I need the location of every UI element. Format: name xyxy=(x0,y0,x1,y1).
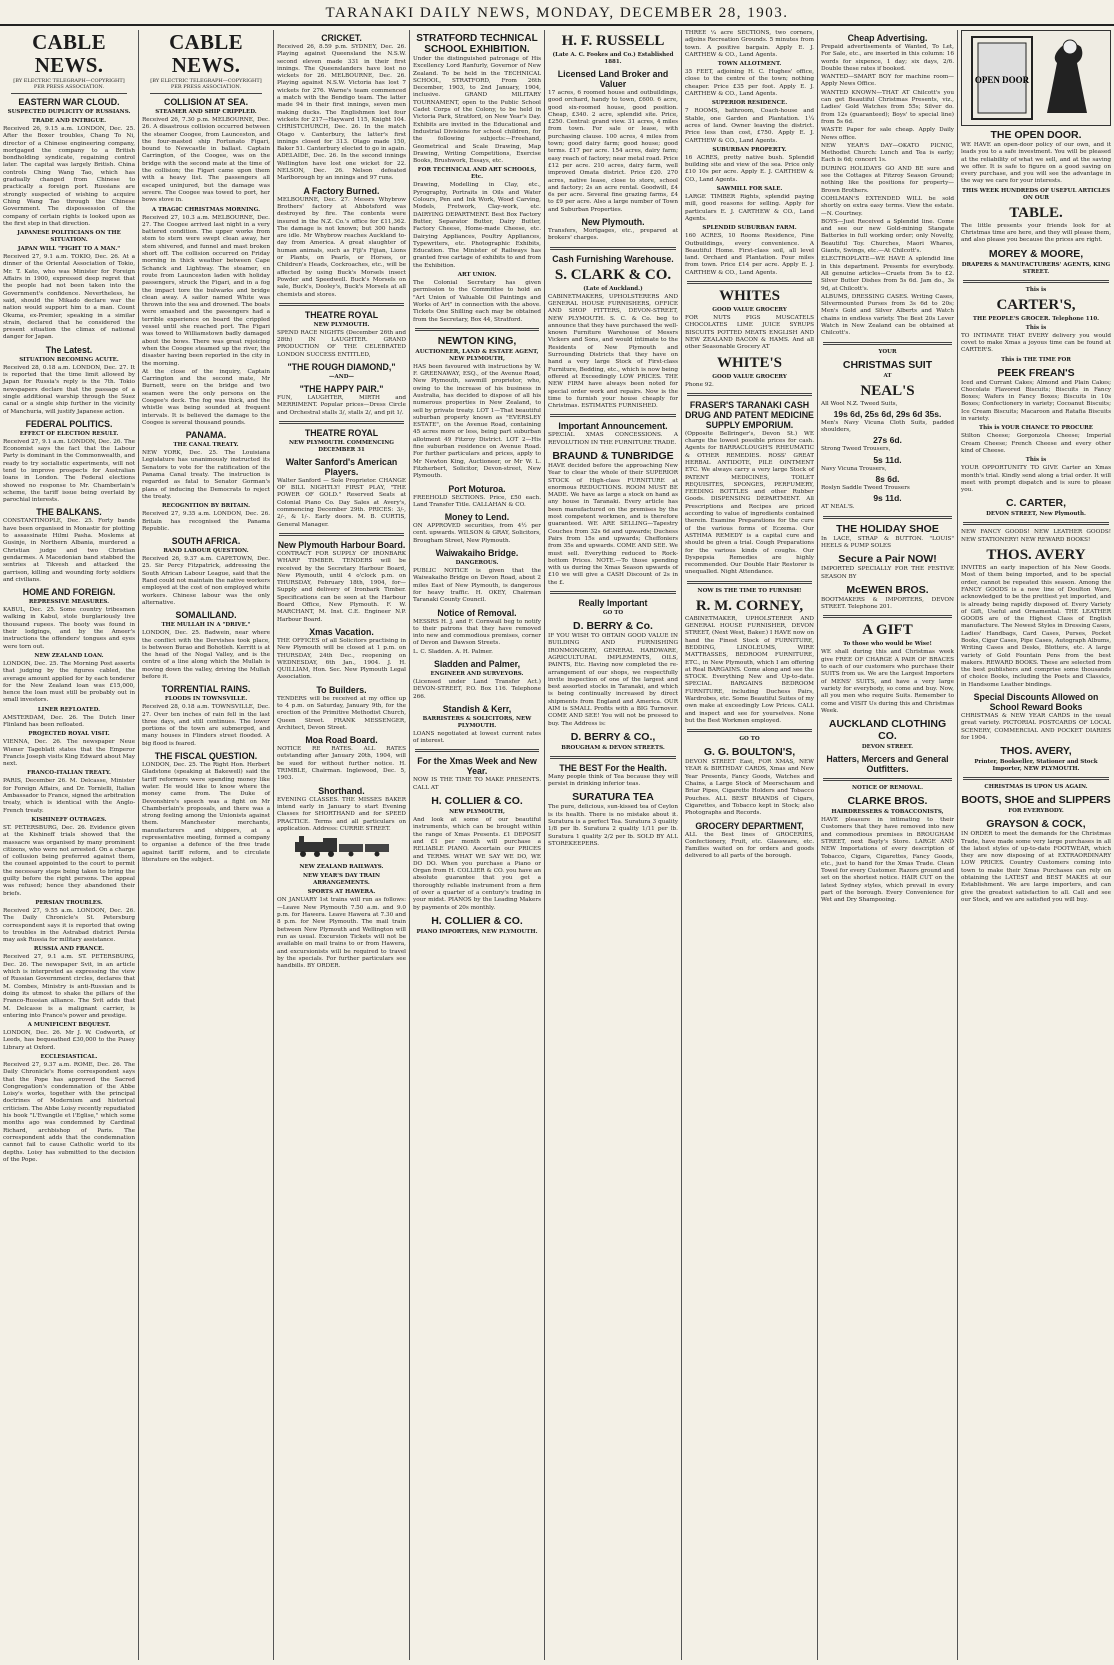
ad-text: PUBLIC NOTICE is given that the Waiwakaiho Bridge on Devon Road, about 2 miles East of New Plymouth, is dangerous for heavy traffic. H. OKEY, Chairman Taranaki County Council. xyxy=(413,568,541,604)
article-text: Received 26, 9.37 a.m. CAPETOWN, Dec. 25. Sir Percy Fitzpatrick, addressing the South African Labour League, said that the Rand could not maintain the native workers employed at the cost of non employed white workers. Chinese labour was the only alternative. xyxy=(142,556,270,606)
ad-text: CONTRACT FOR SUPPLY OF IRONBARK WHARF TIMBER. TENDERS will be received by the Secretary Harbour Board, New Plymouth, until 4 o'clock p.m. on THURSDAY, February 18th, 1904, for— Supply and delivery of Ironbark Timber. Specifications can be seen at the Harbour Board Office, New Plymouth. F. W. MARCHANT, M. Inst. C.E. Engineer N.P. Harbour Board. xyxy=(277,550,406,623)
column-1-title: CABLE NEWS. xyxy=(32,30,106,77)
ad-text: 17 acres, 6 roomed house and outbuildings, good orchard, handy to town, £600. 6 acre, good six-roomed house, good position. Cheap, £340. 2 acre, splendid site. Price, £250. Central: grand view. 31 acres, 4 miles from town. For sale or lease, with purchasing clause. 100 acres, 4 miles from town; good dairy farm; good house; good terms. £17 per acre. 154 acres, dairy farm; easy reach of factory; near metal road. Price £12 per acre. 210 acres, dairy farm, well improved Omata district. Price £20. 270 acres, native lease, close to store, school and factory; 2s an acre rental. Goodwill, £4 6s per acre. Several fine grazing farms, £4 to £9 per acre. Also a large number of Town and Suburban Properties. xyxy=(548,90,678,213)
ad-the-best: THE BEST For the Health. xyxy=(559,762,667,773)
subhead: NEW ZEALAND RAILWAYS. xyxy=(299,864,384,871)
subhead: ECCLESIASTICAL. xyxy=(40,1053,98,1060)
ad-text: Phone 92. xyxy=(685,381,714,388)
subhead: TOWN ALLOTMENT. xyxy=(717,61,782,68)
classified: WASTE Paper for sale cheap. Apply Daily News office. xyxy=(821,127,954,141)
subhead: SPLENDID SUBURBAN FARM. xyxy=(702,225,797,232)
ad-carters: CARTER'S, xyxy=(996,296,1076,313)
ad-newton-king: NEWTON KING, xyxy=(437,334,517,347)
article-text: At the close of the inquiry, Captain Carrington and the second mate, Mr Burnett, were on the bridge and two seamen were the only persons on the Coogee's deck. The fog was thick, and the whistle was being sounded at frequent intervals. It is believed the damage to the Coogee is several thousand pounds. xyxy=(142,368,270,426)
headline-factory-burned: A Factory Burned. xyxy=(303,185,380,196)
article-text: Received 27, 10.3 a.m. MELBOURNE, Dec. 27. The Coogee arrived last night in a very battered condition. The upper works from stem to stern were swept clean away, her stem shivered, and funnel and mast broken short off. The collision occurred on Friday morning in thick weather between Cape Schanck and Lightway. The steamer, en route from Launceston laden with holiday passengers, struck the Figari, and in a fog the impact tore the bulwarks and bridge clean away. A sailor named White was thrown into the sea and drowned. The boats were smashed and the passengers had a terrible experience on board the crippled vessel until she reached port. The Figari was towed to Williamstown badly damaged about the bows. There was great rejoicing when the Coogee steamed up the river, the disaster having been reported in the city in the morning. xyxy=(142,214,270,367)
ad-table: TABLE. xyxy=(1009,204,1063,221)
ad-text: LOANS negotiated at lowest current rates of interest. xyxy=(413,730,541,745)
ad-text: CABINETMAKERS, UPHOLSTERERS AND GENERAL HOUSE FURNISHERS, OFFICE AND SHOP FITTERS, DEVON-STREET, NEW PLYMOUTH. S. C. & Co. beg to announce that they have purchased the well-known Furniture Warehouse of Messrs Vickers and Sons, and would intimate to the Residents of New Plymouth and Surrounding Districts that they have on hand a very large Stock of First-class Furniture, Bedding, etc., which is now being offered at Exceedingly LOW PRICES. THE NEW FIRM have always been noted for special order work and repairs. Now is the time to furnish your house cheaply for Christmas. ESTIMATES FURNISHED. xyxy=(548,293,678,410)
classified: DURING HOLIDAYS GO AND BE sure and see the Cottages at Fitzroy Season Ground; nothing like the positions for property—Brown Brothers. xyxy=(821,165,954,194)
subhead: THE CANAL TREATY. xyxy=(173,442,239,449)
ad-shorthand: Shorthand. xyxy=(318,785,365,796)
column-2 xyxy=(138,30,273,1660)
subhead: NOTICE OF REMOVAL. xyxy=(851,785,923,792)
ad-text: Roslyn Saddle Tweed Trousers xyxy=(821,485,910,492)
subhead: FOR EVERYBODY. xyxy=(1008,808,1064,815)
article-text: Received 28, 0.18 a.m. LONDON, Dec. 27. It is reported that the time limit allowed by Japan for Russia's reply is the 7th. Tokio newspapers declare that the passage of a single additional warship through the Suez canal or a single ship further in the vicinity of Manchuria, will justify Japanese action. xyxy=(3,364,135,415)
subhead: RUSSIA AND FRANCE. xyxy=(33,946,105,953)
subhead: YOUR xyxy=(878,348,897,355)
subhead: JAPAN WILL "FIGHT TO A MAN." xyxy=(17,246,121,253)
ad-text: 160 ACRES, 10 Rooms Residence, Fine Outbuildings, every convenience. A Beautiful Home. First-class soil, all level land. Orchard and Plantation. Four miles from town. Price £14 per acre. Apply E. J. CARTHEW & CO., Land Agents. xyxy=(685,233,814,276)
ad-text: YOUR OPPORTUNITY TO GIVE Carter an Xmas month's trial. Kindly send along a trial order. It will meet with prompt dispatch and is sure to please you. xyxy=(961,465,1111,494)
ad-port-moturoa: Port Moturoa. xyxy=(448,483,506,494)
ad-a-gift: A GIFT xyxy=(862,622,913,639)
ad-text: 35 FEET, adjoining H. C. Hughes' office, close to the centre of the town; nothing cheaper. Price £35 per foot. Apply E. J. CARTHEW & CO., Land Agents. xyxy=(685,69,814,98)
headline-fiscal-question: THE FISCAL QUESTION. xyxy=(154,751,258,762)
ad-neals: NEAL'S xyxy=(860,382,915,399)
ad-text: THE OFFICES of all Solicitors practising in New Plymouth will be closed at 1 p.m. on THURSDAY, 24th Dec., reopening on WEDNESDAY, 6th Jan., 1904. J. H. QUILLIAM, Hon. Sec. New Plymouth Legal Association. xyxy=(277,637,406,681)
subhead: A TRAGIC CHRISTMAS MORNING. xyxy=(151,206,261,213)
subhead: KISHINEFF OUTRAGES. xyxy=(31,816,107,823)
classified: BOYS—Just Received a Splendid line. Come and see our new Gold-mining Stangate Batteries in full working order; only Novelty, Beautiful Toy. Churches, Maori Whares, Giants, Swings, etc.—At Chilcott's. xyxy=(821,218,954,255)
ad-holiday-shoe: THE HOLIDAY SHOE xyxy=(836,522,939,535)
classified: COHLMAN'S EXTENDED WILL be sold shortly on extra easy terms. View the estate.—N. Courtney. xyxy=(821,195,954,217)
ad-text: 16 ACRES, pretty native bush. Splendid building site and view of the sea. Price only £10 10s per acre. Apply E. J. CARTHEW & CO., Land Agents. xyxy=(685,154,814,183)
subhead: THIS WEEK HUNDREDS OF USEFUL ARTICLES ON OUR xyxy=(961,187,1111,201)
ad-exhibition: STRATFORD TECHNICAL SCHOOL EXHIBITION. xyxy=(416,33,538,55)
column-6 xyxy=(681,30,817,1660)
article-text: KABUL, Dec. 25. Some country tribesmen walking in Kabul, stole burglariously live thousand rupees. The booty was found in their lodgings, and by the Ameer's instructions the offenders' tongues and eyes were torn out. xyxy=(3,607,135,650)
price: 9s 11d. xyxy=(873,493,902,504)
ad-text: HAS been favoured with instructions by W. F. GREENAWAY, ESQ., of the Avenue Road, New Plymouth, sawmill proprietor, who, owing to the increase of his business in Australia, has decided to dispose of all his numerous properties in New Zealand, to sell by private treaty. LOT 1—That beautiful suburban property known as "EVERSLEY ESTATE", on the Avenue Road, containing 45 acres more or less, being part suburban allotment 49 Fitzroy District. LOT 2—His fine suburban residence on Avenue Road. For further particulars and prices, apply to Mr Newton King, Auctioneer, or Mr W. L. Fitzherbert, Solicitor, Devon-street, New Plymouth. xyxy=(413,363,541,480)
headline-latest: The Latest. xyxy=(45,344,93,355)
subhead: SUSPECTED DUPLICITY OF RUSSIANS. xyxy=(7,109,131,115)
subhead: SPORTS AT HAWERA. xyxy=(307,889,376,896)
column-1 xyxy=(0,30,138,1660)
subhead: LINER REFLOATED. xyxy=(37,706,101,713)
ad-text: CABINETMAKER, UPHOLSTERER AND GENERAL HOUSE FURNISHER, DEVON STREET, (Next West, Baker.) I HAVE now on hand the Finest Stock of FURNITURE, BEDDING, LINOLEUMS, WIRE MATTRASSES, BEDROOM FURNITURE, ETC., in New Plymouth, which I am offering at Real BARGAINS. Come along and see the STOCK. Everything New and Up-to-date. SPECIAL BARGAINS BEDROOM FURNITURE, including Duchess Pairs, Wardrobes, etc. Some Beautiful Suites of my own make at exceedingly Low Prices. CALL and inspect and see for yourselves. None but the Best Workmen employed. xyxy=(685,615,814,724)
classified: NEW YEAR'S DAY—OKATO PICNIC, Methodist Church: Lunch and Tea is early; Each is 6d; concert 1s. xyxy=(821,142,954,164)
subhead: THE PEOPLE'S GROCER. Telephone 110. xyxy=(972,315,1100,322)
subhead: THE MULLAH IN A "DRIVE." xyxy=(161,622,251,629)
subhead: GOOD VALUE GROCERY xyxy=(712,373,787,380)
ad-text: NOW IS THE TIME TO MAKE PRESENTS. CALL AT xyxy=(413,777,541,791)
subhead: DEVON STREET. xyxy=(861,744,914,751)
subhead: FRANCO-ITALIAN TREATY. xyxy=(27,770,111,777)
ad-text: Men's Navy Vicuna Cloth Suits, padded shoulders, xyxy=(821,419,954,434)
subhead: DANGEROUS. xyxy=(455,560,499,567)
subhead: GOOD VALUE GROCERY xyxy=(712,307,787,314)
ad-text: WE shall during this and Christmas week give FREE OF CHARGE A PAIR OF BRACES to each of our customers who purchase their SUITS from us. We are the Largest Importers of MENS' SUITS, and have a very large variety for everybody, so come and buy. Now, all you men who require Suits. Remember to come and VISIT Us during this and Christmas Week. xyxy=(821,649,954,714)
ad-d-berry-2: D. BERRY & CO., xyxy=(570,730,656,743)
ad-text: INVITES an early inspection of his New Goods. Most of them being imported, and to be special order, cannot be repeated this season. Among the FANCY GOODS is a new line of Doulton Ware, acknowledged to be the prettiest yet imported, and is already being rapidly disposed of. Every Variety of Gift, Useful and Ornamental. THE LEATHER GOODS are of the Highest Class of English manufacture. The Newest Styles in Dressing Cases, Ladies' Handbags, Card Cases, Purses, Pocket Books, Cigar Cases, Pipe Cases, Autograph Albums, Writing Cases and Desks, Blotters, etc. A large variety of Gold Fountain Pens from the best makers. REWARD BOOKS. These are selected from the best publishers and comprise some thousands of choice Books, including the Poets and Classics, in Handsome Leather bindings. xyxy=(961,565,1112,688)
subhead: AT xyxy=(883,372,892,379)
byline: [BY ELECTRIC TELEGRAPH—COPYRIGHT] xyxy=(13,78,125,84)
ad-auckland-clothing: AUCKLAND CLOTHING CO. xyxy=(828,718,947,743)
subhead: FLOODS IN TOWNSVILLE. xyxy=(164,696,248,703)
ad-xmas-week: For the Xmas Week and New Year. xyxy=(417,756,537,777)
subhead: —AND— xyxy=(328,373,355,380)
subhead: PERSIAN TROUBLES. xyxy=(35,899,103,906)
train-icon xyxy=(277,836,406,861)
ad-braund-tunbridge: BRAUND & TUNBRIDGE xyxy=(552,449,674,462)
subhead: REPRESSIVE MEASURES. xyxy=(28,599,110,606)
article-text: PARIS, December 26. M. Delcasse, Minister for Foreign Affairs, and Dr. Tornielli, Italian Ambassador to France, signed the arbitration treaty, which is identical with the Anglo-French treaty. xyxy=(3,778,135,814)
ad-s-clark: S. CLARK & CO. xyxy=(554,266,672,283)
ad-christmas-suit: CHRISTMAS SUIT xyxy=(842,358,933,371)
subhead: (Late of Auckland.) xyxy=(583,285,643,292)
ad-d-berry: D. BERRY & Co. xyxy=(573,620,653,633)
subhead: HAIRDRESSERS & TOBACCONISTS, xyxy=(831,809,944,816)
ad-cash-furnishing: Cash Furnishing Warehouse. xyxy=(552,253,674,264)
ad-collier-2: H. COLLIER & CO. xyxy=(431,914,523,927)
article-text: AMSTERDAM, Dec. 26. The Dutch liner Flinland has been refloated. xyxy=(3,714,135,728)
column-5 xyxy=(544,30,681,1660)
headline-eastern-war: EASTERN WAR CLOUD. xyxy=(18,97,120,107)
headline-balkans: THE BALKANS. xyxy=(36,507,102,518)
ad-text: NOTICE RE RATES. ALL RATES outstanding after January 20th, 1904, will be sued for without further notice. H. TRIMBLE, Chairman. Inglewood, Dec. 5, 1903. xyxy=(277,746,406,782)
ad-text: HAVE decided before the approaching New Year to clear the whole of their SUPERIOR STOCK of High-class FURNITURE at enormous REDUCTIONS. ROOM MUST BE MADE. We have as large a stock on hand as any house in Taranaki. Every article has been manufactured on the premises by the most competent workmen, and is therefore guaranteed. WE ARE SELLING—Tapestry Couches from 32s 6d and upwards; Duchess Pairs from 15s and upwards; Cheffoniers from 35s and upwards. COME AND SEE. We must sell. Everything reduced to Rock-bottom Prices. NOTE.—To those spending with us during the Xmas Season upwards of £10 we will give a CASH Discount of 2s in the £. xyxy=(548,462,678,586)
article-text: CONSTANTINOPLE, Dec. 25. Forty bands have been organised in Monastir for plotting to assassinate Hilmi Pasha. Moslems at Gusinje, in Northern Albania, murdered a Christian judge and two Christian gendarmes. A Macedonian band stabbed the sentries at Tikvesh and attacked the garrison, killing and wounding forty soldiers and civilians. xyxy=(3,518,135,583)
classified: WANTED—SMART BOY for machine room—Apply News Office. xyxy=(821,74,954,88)
ad-clarke-bros: CLARKE BROS. xyxy=(847,795,928,808)
subhead: RAND LABOUR QUESTION. xyxy=(163,548,249,555)
ad-text: L. C. Sladden. A. H. Palmer. xyxy=(413,648,493,655)
ad-special-discounts: Special Discounts Allowed on School Reward Books xyxy=(973,692,1099,713)
ad-text: (Opposite Bellringer's, Devon St.) WE charge the lowest possible prices for cash. Agents for BARRACLOUGH'S RHEUMATIC & OTHER REMEDIES. ROSS' GREAT HERBAL ANTIDOTE, PILE OINTMENT ETC. We always carry a very large Stock of PATENT MEDICINES, TOILET REQUISITES, SPONGES, PERFUMERY, FEEDING BOTTLES and other Rubber Goods. DISPENSING DEPARTMENT. All Prescriptions and Recipes are priced according to value of ingredients contained therein. Examine Preparations for the cure of the various forms of Eczema. Our ASTHMA REMEDY is a capital cure and should be given a trial. Cough Preparations for the various kinds of coughs. Our Dyspepsia Remedies are highly recommended. Our Double Hair Restorer is unequalled. Night Attendance. xyxy=(685,430,814,576)
ad-whites: WHITES xyxy=(719,288,780,305)
ad-text: ALL the Best lines of GROCERIES, Confectionery, Fruit, etc. Glassware, etc. Families waited on for orders and goods delivered to all parts of the borough. xyxy=(685,831,814,860)
article-text: Received 27, 9.1 a.m. LONDON, Dec. 26. The Economist says the fact that the Labour Party is dominant in the Commonwealth, and ready to try socialistic experiments, will not tend to improve prospects for Australian loans in London. The Federal elections showed no response to Mr. Chamberlain's scheme, the tariff issue being overlaid by parochial interests. xyxy=(3,438,135,504)
subhead: This is THE TIME FOR xyxy=(1001,356,1071,363)
ad-xmas-vacation: Xmas Vacation. xyxy=(309,626,374,637)
ad-text: WE HAVE an open-door policy of our own, and it leads you to a safe investment. You will be pleased at the reliability of what we sell, and at the saving we offer. It is safe to figure on a good saving on every purchase, and you will see the advantage in the way we care for your interests. xyxy=(961,142,1111,185)
subhead: Printer, Bookseller, Stationer and Stock Importer, NEW PLYMOUTH. xyxy=(974,759,1098,773)
ad-text: Iced and Currant Cakes; Almond and Plain Cakes; Chocolate Flavored Biscuits; Biscuits in Fancy Boxes; Wafers in Fancy Boxes; Biscuits in 10s Boxes; Confectionery in variety; Cocoanut Biscuits; Ice Cream Biscuits; Macaroon and Ratafia Biscuits in variety. xyxy=(961,379,1111,423)
ad-sanford-players: Walter Sanford's American Players. xyxy=(285,456,398,477)
open-door-illustration xyxy=(961,30,1111,126)
subhead: This is xyxy=(1025,457,1047,464)
subhead: BROUGHAM & DEVON STREETS. xyxy=(561,744,665,751)
ad-text: DEVON STREET East, FOR XMAS, NEW YEAR & BIRTHDAY CARDS, Xmas and New Year Presents, Fancy Goods, Watches and Chains, a Large Stock of Meerschaum and Briar Pipes, Cigarette Holders and Tobacco Pouches. ALL BEST BRANDS of Cigars, Cigarettes, and Tobacco kept in Stock; also Photographs and Records. xyxy=(685,759,814,817)
column-3 xyxy=(273,30,409,1660)
classified: ALBUMS, DRESSING CASES. Writing Cases, Silvermounted Purses from 3s 6d to 20s; Men's Gold and Silver Alberts and Watch chains in endless variety. The Best 20s Lever Watch in New Zealand can be obtained at Chilcott's. xyxy=(821,293,954,337)
ad-text: The little presents your friends look for at Christmas time are here, and they will please them, and also please you because the prices are right. xyxy=(961,222,1111,244)
subhead: NEW ZEALAND LOAN. xyxy=(34,652,104,659)
ad-thos-avery-2: THOS. AVERY, xyxy=(1000,745,1072,758)
subhead: To those who would be Wise! xyxy=(843,641,932,648)
ad-text: The Colonial Secretary has given permission to the Committee to hold an "Art Union of Valuable Oil Paintings and Works of Art" in connection with the above. Tickets One Shilling each may be obtained from the Secretary, Box 44, Stratford. xyxy=(413,280,541,323)
illustration-label: OPEN DOOR xyxy=(974,75,1030,85)
subhead: TRADE AND INTRIGUE. xyxy=(31,118,107,124)
headline-panama: PANAMA. xyxy=(185,430,227,441)
subhead: RECOGNITION BY BRITAIN. xyxy=(161,503,251,510)
ad-harbour-board: New Plymouth Harbour Board. xyxy=(277,539,406,550)
ad-text: (Licensed under Land Transfer Act.) DEVON-STREET, P.O. Box 116. Telephone 266. xyxy=(413,679,541,700)
ad-boots-shoes: BOOTS, SHOE and SLIPPERS xyxy=(961,794,1111,807)
subhead: SUPERIOR RESIDENCE. xyxy=(711,100,788,107)
subhead: This is YOUR CHANCE TO PROCURE xyxy=(979,425,1093,432)
article-text: LONDON, Dec. 26. Mr J. W. Codworth, of Leeds, has bequeathed £30,000 to the Pusey Library at Oxford. xyxy=(3,1030,135,1051)
price: 27s 6d. xyxy=(873,435,902,446)
subhead: A MUNIFICENT BEQUEST. xyxy=(27,1022,111,1029)
price: 5s 11d. xyxy=(873,454,902,465)
article-text: Received 27, 9.1 a.m. ST. PETERSBURG, Dec. 26. The newspaper Svit, in an article which is interpreted as expressing the view of Russian Government circles, declares that M. Combes, Ministry is anti-Russian and is doing its utmost to shake the pillars of the Franco-Russian alliance. The Svit adds that M. Delcasse is a malignant carrier, is entering into France's power and prestige. xyxy=(3,954,135,1019)
subhead: ART UNION. xyxy=(457,272,497,279)
headline-torrential-rains: TORRENTIAL RAINS. xyxy=(161,684,251,695)
classified: WANTED KNOWN—THAT AT Chilcott's you can get Beautiful Christmas Presents, viz., Ladies' Gold Watches from 55s; Silver do. from 12s (guaranteed); Boys' to special line) from 5s 6d. xyxy=(821,89,954,125)
column-7 xyxy=(817,30,957,1660)
ad-text: TENDERS will be received at my office up to 4 p.m. on Saturday, January 9th, for the erection of the Primitive Methodist Church, Queen Street. FRANK MESSENGER, Architect, Devon Street. xyxy=(277,695,406,731)
ad-theatre-royal: THEATRE ROYAL xyxy=(304,309,379,320)
ad-notice-removal: Notice of Removal. xyxy=(437,607,517,618)
article-text: Received 28, 0.18 a.m. TOWNSVILLE, Dec. 27. Over ten inches of rain fell in the last three days, and still continues. The lower portions of the town are submerged, and many houses in Flinders street flooded. A big flood is feared. xyxy=(142,704,270,747)
ad-text: The pure, delicious, sun-kissed tea of Ceylon is its health. There is no mistake about it. Suratura is a perfect Tea. Suratura 3 quality 1/8 per lb. Suratura 2 quality 1/11 per lb. Suratura 1 quality 2/2 per lb. SOLD BY ALL STOREKEEPERS. xyxy=(548,804,678,847)
ad-standish-kerr: Standish & Kerr, xyxy=(442,703,512,714)
subhead: DEVON STREET, New Plymouth. xyxy=(986,511,1086,518)
ad-text: Many people think of Tea because they will persist in drinking inferior teas. xyxy=(548,773,678,788)
price: 8s 6d. xyxy=(875,474,900,485)
article-text: VIENNA, Dec. 26. The newspaper Neue Wiener Tageblatt states that the Emperor Francis Joseph visits King Edward about May next. xyxy=(3,739,135,768)
ad-really-important: Really Important xyxy=(578,598,648,609)
ad-text: Navy Vicuna Trousers, xyxy=(821,465,887,472)
ad-text: IF YOU WISH TO OBTAIN GOOD VALUE IN BUILDING AND FURNISHING IRONMONGERY, GENERAL HARDWARE, AGRICULTURAL IMPLEMENTS, OILS, PAINTS, Etc. Having now completed the re-arrangement of our shops, we respectfully invite inspection of one of the largest and best assorted stocks in Taranaki, and which is being continually increased by direct shipments from England and America. OUR AIM is SMALL Profits with a BIG Turnover. COME AND SEE! You will not be pressed to buy. The Address is: xyxy=(548,633,678,727)
ad-text: In LACE, STRAP & BUTTON. "LOUIS" HEELS & PUMP SOLES xyxy=(821,535,954,549)
article-text: Received 26, 9.15 a.m. LONDON, Dec. 25. After the Boxer troubles, Chang To Ni, director of a Chinese engineering company, mortgaged the company to a British bondholding syndicate, regaining control later. The capital was largely British. China controls Ching Wang Tao, which has gradually changed from Chinese to practically a foreign port. Russians are strongly suspected of wishing to acquire Ching Wang Tao through the Chinese Government. The dispossession of the company of certain rights is looked upon as the first step in that direction. xyxy=(3,126,135,227)
ad-grocery-department: GROCERY DEPARTMENT, xyxy=(695,820,804,831)
subhead: PIANO IMPORTERS, NEW PLYMOUTH. xyxy=(416,928,538,935)
subhead: PROJECTED ROYAL VISIT. xyxy=(28,731,110,738)
article-text: Received 27, 9.1 a.m. TOKIO, Dec. 26. At a dinner of the Oriental Association of Tokio, Mr. T. Kato, who was Minister for Foreign Affairs in 1900, expressed deep regret that the people had not been taken into the Government's confidence. Nevertheless, he said, should the Mikado declare war the nation would support him to a man. Count Okuma, ex-Premier, speaking in a similar strain, declared that he considered the present situation the climax of national danger for Japan. xyxy=(3,254,135,341)
subhead: NEW PLYMOUTH. xyxy=(313,321,370,328)
subhead: GO TO xyxy=(602,610,624,617)
headline-federal-politics: FEDERAL POLITICS. xyxy=(25,418,113,429)
ad-money-to-lend: Money to Lend. xyxy=(444,512,510,523)
ad-text: FREEHOLD SECTIONS. Price, £50 each. Land Transfer Title. CALLAHAN & CO. xyxy=(413,494,541,508)
ad-peek-frean: PEEK FREAN'S xyxy=(997,366,1075,379)
article-text: MELBOURNE, Dec. 27. Messrs Whybrow Brothers' factory at Abbotsford was destroyed by fire. The contents were insured in the N.Z. Co.'s office for £11,362. The damage is not known; but 300 hands are idle. Mr Whybrow reaches Auckland to-day from America. A great slaughter of human animals, such as Fiji's Fijian, Lions or Plants, on Pearls, or Horses, or Children's Heads, Cockroaches, etc., will be affected by using Buck's Morsels insect Powder and Speedwell. Buck's Morsels on sale, Buck's, Dooley's, Buck's Morsels at all chemists and stores. xyxy=(277,196,406,298)
ad-land-broker: Licensed Land Broker and Valuer xyxy=(557,69,669,89)
ad-to-builders: To Builders. xyxy=(316,684,367,695)
ad-text: Under the distinguished patronage of His Excellency Lord Ranfurly, Governor of New Zealand. To be held in the TECHNICAL SCHOOL, STRATFORD, From 26th December, 1903, to 2nd January, 1904, inclusive. GRAND MILITARY TOURNAMENT, open to the Public School Cadet Corps of the Colony, to be held in Victoria Park, Stratford, on New Year's Day. Exhibits are invited in the Educational and Industrial Divisions for school children, for the following subjects:—Freehand, Geometrical and Scale Drawing, Map Drawing, Writing Competitions, Exercise Books, Brushwork, Essays, etc. xyxy=(413,56,541,165)
column-4 xyxy=(409,30,544,1660)
ad-text: HAVE pleasure in intimating to their Customers that they have removed into new and commodious premises in BROUGHAM STREET, next Bayly's Store. LARGE AND NEW Importations of every description of Tobacco, Cigars, Cigarettes, Fancy Goods, etc., just to hand for the Xmas Trade. Clean Towel for every Customer. Razors ground and set on the shortest notice. HAIR CUT on the latest Sydney styles, which prevail in every part of the borough. Every Convenience for Wet and Dry Shampooing. xyxy=(821,817,954,904)
article-text: Received 26, 8.59 p.m. SYDNEY, Dec. 26. Playing against Queensland the N.S.W. second eleven made 331 in their first innings. The Queenslanders have lost no wickets for 26. MELBOURNE, Dec. 26. Playing against N.S.W. Victoria has lost 7 wickets for 276. Warne's team commenced a match with the Bendigo team. The latter made 94 in their first innings, seven men making ducks. The Englishmen lost four wickets for 217—Hayward 115, Knight 104. CHRISTCHURCH, Dec. 26. In the match Otago v. Canterbury, the latter's first innings closed for 313. Otago made 150, Baker 51. Canterbury elected to go in again. ADELAIDE, Dec. 26. In the second innings Wellington have lost one wicket for 22. NELSON, Dec. 26. Nelson defeated Marlborough by an innings and 97 runs. xyxy=(277,44,406,182)
ad-text: FOR NUTS FIGS MUSCATELS CHOCOLATES LIME JUICE SYRUPS BISCUITS POTTED MEATS ENGLISH AND NEW ZEALAND BACON & HAMS. And all other Seasonable Grocery AT xyxy=(685,315,814,351)
ad-text: 7 ROOMS, bathroom, Coach-house and Stable, one Garden and Plantation. 1¼ acres of land. Owner leaving the district. Price less than cost, £750. Apply E. J. CARTHEW & CO., Land Agents. xyxy=(685,108,814,144)
ad-text: BOOTMAKERS & IMPORTERS, DEVON STREET. Telephone 201. xyxy=(821,596,954,611)
ad-russell: H. F. RUSSELL xyxy=(561,33,665,49)
ad-thos-avery: THOS. AVERY xyxy=(986,547,1086,564)
headline-somaliland: SOMALILAND. xyxy=(175,610,237,621)
ad-play-title: "THE HAPPY PAIR." xyxy=(299,383,384,394)
article-text: ST. PETERSBURG, Dec. 26. Evidence given at the Kishineff trials showed that the massacre was organised by many prominent citizens, who were not arrested. On a charge of collusion being preferred against them, the counsel appointed to the court to permit the necessary steps being taken to bring the guilty before the right persons. The appeal was refused; hence they abandoned their briefs. xyxy=(3,824,135,897)
ad-text: All Wool N.Z. Tweed Suits, xyxy=(821,400,898,407)
subhead: This is xyxy=(1025,324,1047,331)
subhead: NEW YEAR'S DAY TRAIN ARRANGEMENTS. xyxy=(303,873,380,887)
subhead: NEW PLYMOUTH, xyxy=(449,809,505,816)
subhead: BARRISTERS & SOLICITORS, NEW PLYMOUTH. xyxy=(422,715,532,729)
ad-text: MESSRS H. J. and F. Cornwall beg to notify to their patrons that they have removed into new and commodious premises, corner of Devon and Dawson Streets. xyxy=(413,618,541,647)
ad-text: ON JANUARY 1st trains will run as follows:—Leave New Plymouth 7.50 a.m. and 9.0 p.m. for Hawera. Leave Hawera at 7.30 and 8 p.m. for New Plymouth. The mail train between New Plymouth and Wellington will run as usual. Excursion Tickets will not be available on mail trains to or from Hawera, and excursionists will be required to travel by the specials. For further particulars see handbills. BY ORDER. xyxy=(277,897,406,970)
headline-cricket: CRICKET. xyxy=(321,33,362,43)
subhead: SAWMILL FOR SALE. xyxy=(716,186,783,193)
headline-home-foreign: HOME AND FOREIGN. xyxy=(22,587,116,598)
ad-text: TO INTIMATE THAT EVERY delivery you would covet to make Xmas a joyous time can be found at CARTER'S. xyxy=(961,332,1111,354)
classified: ELECTROPLATE—WE HAVE A splendid line in this department. Presents for everybody. All genuine articles—Cruets from 5s to £2. Silver Butter Dishes from 5s 6d. Jam do., 3s 9d, at Chilcott's. xyxy=(821,256,954,292)
ad-text: FUN, LAUGHTER, MIRTH and MERRIMENT. Popular prices—Dress Circle and Orchestral stalls 3/, stalls 2/, and pit 1/. xyxy=(277,394,406,416)
masthead: TARANAKI DAILY NEWS, MONDAY, DECEMBER 28, 1903. xyxy=(0,0,1114,26)
ad-cheap-advertising: Cheap Advertising. xyxy=(847,33,928,43)
byline: [BY ELECTRIC TELEGRAPH—COPYRIGHT] xyxy=(150,78,262,84)
headline-south-africa: SOUTH AFRICA. xyxy=(171,536,241,547)
article-text: LONDON, Dec. 25. Badwein, near where the conflict with the Dervishes took place, is between Burao and Bohotleh. Kerritt is at the head of the Nogal Valley, and is the centre of a line along which the Mullah is moving down the valley, driving the Mullah before it. xyxy=(142,630,270,680)
classified: Prepaid advertisements of Wanted, To Let, For Sale, etc., are inserted in this column: 16 words for sixpence, 1 day; six days, 2/6. Double these rates if booked. xyxy=(821,44,954,72)
ad-boulton: G. G. BOULTON'S, xyxy=(703,746,796,759)
ad-moa-road-board: Moa Road Board. xyxy=(305,735,378,746)
ad-whites-2: WHITE'S xyxy=(716,354,783,371)
ad-important-announcement: Important Announcement. xyxy=(558,421,668,432)
ad-sladden-palmer: Sladden and Palmer, xyxy=(433,659,521,669)
article-text: Received 27, 9.55 a.m. LONDON, Dec. 26. The Daily Chronicle's St. Petersburg correspondent says it is reported that owing to troubles in the Astrabad district Persia may ask Russia for military assistance. xyxy=(3,907,135,944)
ad-text: SPEND RACE NIGHTS (December 26th and 28th) IN LAUGHTER. GRAND PRODUCTION OF THE CELEBRATED LONDON SUCCESS ENTITLED, xyxy=(277,329,406,358)
subhead: ENGINEER AND SURVEYORS. xyxy=(430,671,524,677)
subhead: This is xyxy=(1025,286,1047,293)
ad-new-plymouth: New Plymouth. xyxy=(581,217,645,228)
ad-text: IMPORTED SPECIALLY FOR THE FESTIVE SEASON BY xyxy=(821,566,954,580)
subhead: NOW IS THE TIME TO FURNISH! xyxy=(697,587,802,594)
ad-play-title: "THE ROUGH DIAMOND," xyxy=(287,361,396,372)
ad-open-door: THE OPEN DOOR. xyxy=(990,129,1082,141)
article-text: Received 27, 9.37 a.m. ROME, Dec. 26. The Daily Chronicle's Rome correspondent says that the Pope has approved the Sacred Congregation's condemnation of the Abbe Loisy's works, together with the principal doctrines of Modernism and historical criticism. The Abbe Loisy recently repudiated his book "L'Evangile et l'Eglise," which some months ago was condemned by Cardinal Richard, archbishop of Paris. The correspondent adds that the condemnation cannot fail to cause Catholic world to its depths. Loisy has submitted to the decision of the Pope. xyxy=(3,1061,135,1163)
subhead: NEW PLYMOUTH. COMMENCING DECEMBER 31 xyxy=(289,439,394,453)
ad-morey-moore: MOREY & MOORE, xyxy=(988,247,1084,260)
ad-text: SPECIAL XMAS CONCESSIONS. A REVOLUTION IN THE FURNITURE TRADE. xyxy=(548,432,678,446)
ad-text: LARGE TIMBER Rights, splendid paying mill, good reasons for selling. Apply for particulars E. J. CARTHEW & CO., Land Agents. xyxy=(685,194,814,222)
ad-text: IN ORDER to meet the demands for the Christmas Trade, have made some very large purchases in all the latest styles of up-to-date FOOTWEAR, which they are now disposing of at EXTRAORDINARY LOW PRICES. Country Customers coming into town to make their Xmas Purchases can rely on obtaining the LATEST and BEST MAKES at our Establishment. We are large importers, and can give the greatest satisfaction to all. Call and see our Stock, and we are satisfied you will buy. xyxy=(961,831,1111,903)
ad-text: And look at some of our beautiful instruments, which can be brought within the range of Xmas Presents. £1 DEPOSIT and £1 per month will purchase a RELIABLE PIANO. Ascertain our PRICES and TERMS. WHAT WE SAY WE DO, WE DO DO. When you purchase a Piano or Organ from H. COLLIER & CO. you have an absolute guarantee that you get a thoroughly reliable instrument from a firm of over a quarter of a century's trading in your midst. PIANOS by the Leading Makers by payments of 20s monthly. xyxy=(413,817,541,911)
ad-text: Transfers, Mortgages, etc., prepared at brokers' charges. xyxy=(548,228,678,242)
subhead: FOR TECHNICAL AND ART SCHOOLS, Etc. xyxy=(417,167,537,181)
subhead: (Late A. C. Fookes and Co.) Established 1881. xyxy=(552,52,674,65)
ad-suratura-tea: SURATURA TEA xyxy=(572,791,654,804)
ad-text: Strong Tweed Trousers, xyxy=(821,446,891,453)
ad-frasers-drug: FRASER'S TARANAKI CASH DRUG AND PATENT MEDICINE SUPPLY EMPORIUM. xyxy=(685,399,814,430)
ad-text: AT NEAL'S. xyxy=(821,504,855,511)
subhead: DRAPERS & MANUFACTURERS' AGENTS, KING STREET. xyxy=(961,261,1111,275)
ad-corney: R. M. CORNEY, xyxy=(695,597,804,614)
ad-grayson-cock: GRAYSON & COCK, xyxy=(986,818,1086,831)
column-2-title: CABLE NEWS. xyxy=(169,30,243,77)
subhead: GO TO xyxy=(739,736,760,743)
subhead: JAPANESE POLITICIANS ON THE SITUATION. xyxy=(17,230,121,244)
article-text: Received 27, 9.35 a.m. LONDON, Dec. 26. Britain has recognised the Panama Republic. xyxy=(142,511,270,532)
subhead: EFFECT OF ELECTION RESULT. xyxy=(19,430,119,437)
article-text: NEW YORK, Dec. 25. The Louisiana Legislature has unanimously instructed its Senators to vote for the ratification of the Panama Canal treaty. The instruction is regarded as fatal to Senator Gorman's plans of inducing the Democrats to reject the treaty. xyxy=(142,450,270,500)
ad-text: Walter Sanford — Sole Proprietor. CHANGE OF BILL NIGHTLY! FIRST PLAY, "THE POWER OF GOLD." Reserved Seats at Colonial Piano Co. Day Sales at Avery's, commencing December 29th. PRICES: 3/-, 2/-, & 1/-. Early doors. M. B. CURTIS, General Manager. xyxy=(277,477,406,528)
article-text: LONDON, Dec. 25. The Right Hon. Herbert Gladstone (speaking at Bakewell) said the tariff reformers were spending money like water. He would like to know where the money came from. The Duke of Devonshire's speech was a fight on Mr Chamberlain's proposals, and there was a strong feeling among the Unionists against them. Manchester merchants, manufacturers and shippers, at a representative meeting, formed a company to organise a defence of the free trade against tariff reform, and to circulate literature on the subject. xyxy=(142,762,270,863)
subhead: SUBURBAN PROPERTY. xyxy=(712,146,787,153)
ad-secure-pair: Secure a Pair NOW! xyxy=(838,553,937,566)
ad-waiwakaiho-bridge: Waiwakaiho Bridge. xyxy=(435,548,519,559)
headline-collision: COLLISION AT SEA. xyxy=(163,97,249,107)
subhead: CHRISTMAS IS UPON US AGAIN. xyxy=(984,784,1088,791)
subhead: AUCTIONEER, LAND & ESTATE AGENT, NEW PLYMOUTH, xyxy=(415,348,539,362)
ad-mcewen: McEWEN BROS. xyxy=(846,583,929,596)
byline-2: PER PRESS ASSOCIATION. xyxy=(33,84,105,90)
ad-text: Stilton Cheese; Gorgonzola Cheese; Imperial Cream Cheese; French Cheese and every other kind of Cheese. xyxy=(961,433,1111,454)
ad-text: Drawing, Modelling in Clay, etc., Pyrography, Portraits in Oils and Water Colours, Pen and Ink Work, Wood Carving, Models, Fretwork, Clay-work, etc. DAIRYING DEPARTMENT. Best Box Factory Butter, Separator Butter, Dairy Butter, Factory Cheese, Home-made Cheese, etc. Dairying Appliances, Poultry Appliances, Typewriters, etc. Photographic Exhibits, Education. The Minister of Railways has granted free cartage of exhibits to and from the Exhibition. xyxy=(413,182,541,269)
ad-theatre-royal-2: THEATRE ROYAL xyxy=(304,427,379,438)
ad-text: EVENING CLASSES. THE MISSES BAKER intend early in January to start Evening Classes for SHORTHAND and for SPEED PRACTICE. Terms and all particulars on application. Address: CURRIE STREET. xyxy=(277,796,406,832)
article-text: LONDON, Dec. 25. The Morning Post asserts that judging by the figures cabled, the average amount applied for by each tenderer for the New Zealand loan was £15,000, hence the loan must still be probably out in small investors. xyxy=(3,660,135,704)
ad-collier: H. COLLIER & CO. xyxy=(431,795,523,808)
ad-text: ON APPROVED securities, from 4½ per cent. upwards. WILSON & GRAY, Solicitors, Brougham Street, New Plymouth. xyxy=(413,523,541,544)
ad-hatters: Hatters, Mercers and General Outfitters. xyxy=(826,754,949,775)
price: 19s 6d, 25s 6d, 29s 6d 35s. xyxy=(833,408,942,419)
ad-c-carter: C. CARTER, xyxy=(1005,497,1067,510)
column-8 xyxy=(957,30,1114,1660)
ad-text: NEW FANCY GOODS! NEW LEATHER GOODS! NEW STATIONERY! NEW REWARD BOOKS! xyxy=(961,529,1111,543)
ad-text: THREE ¼ acre SECTIONS, two corners, adjoins Recreation Grounds. 5 minutes from town. A positive bargain. Apply E. J. CARTHEW & CO., Land Agents. xyxy=(685,30,814,58)
subhead: SITUATION BECOMING ACUTE. xyxy=(19,356,119,363)
article-text: Received 26, 7.30 p.m. MELBOURNE, Dec. 26. A disastrous collision occurred between the steamer Coogee, from Launceston, and the four-masted ship Fortunato Figari, bound to Newcastle in ballast. Captain Carrington, of the Coogee, was on the bridge with the second mate at the time of the collision; the Figari came upon them with a heavy list. The passengers all escaped uninjured, but the damage was severe. The Coogee was towed to port, her bows stove in. xyxy=(142,117,270,204)
subhead: STEAMER AND SHIP CRIPPLED. xyxy=(155,109,257,115)
ad-text: CHRISTMAS & NEW YEAR CARDS in the usual great variety. PICTORIAL POSTCARDS OF LOCAL SCENERY, COMMERCIAL AND POCKET DIARIES for 1904. xyxy=(961,713,1111,741)
byline-2: PER PRESS ASSOCIATION. xyxy=(170,84,242,90)
